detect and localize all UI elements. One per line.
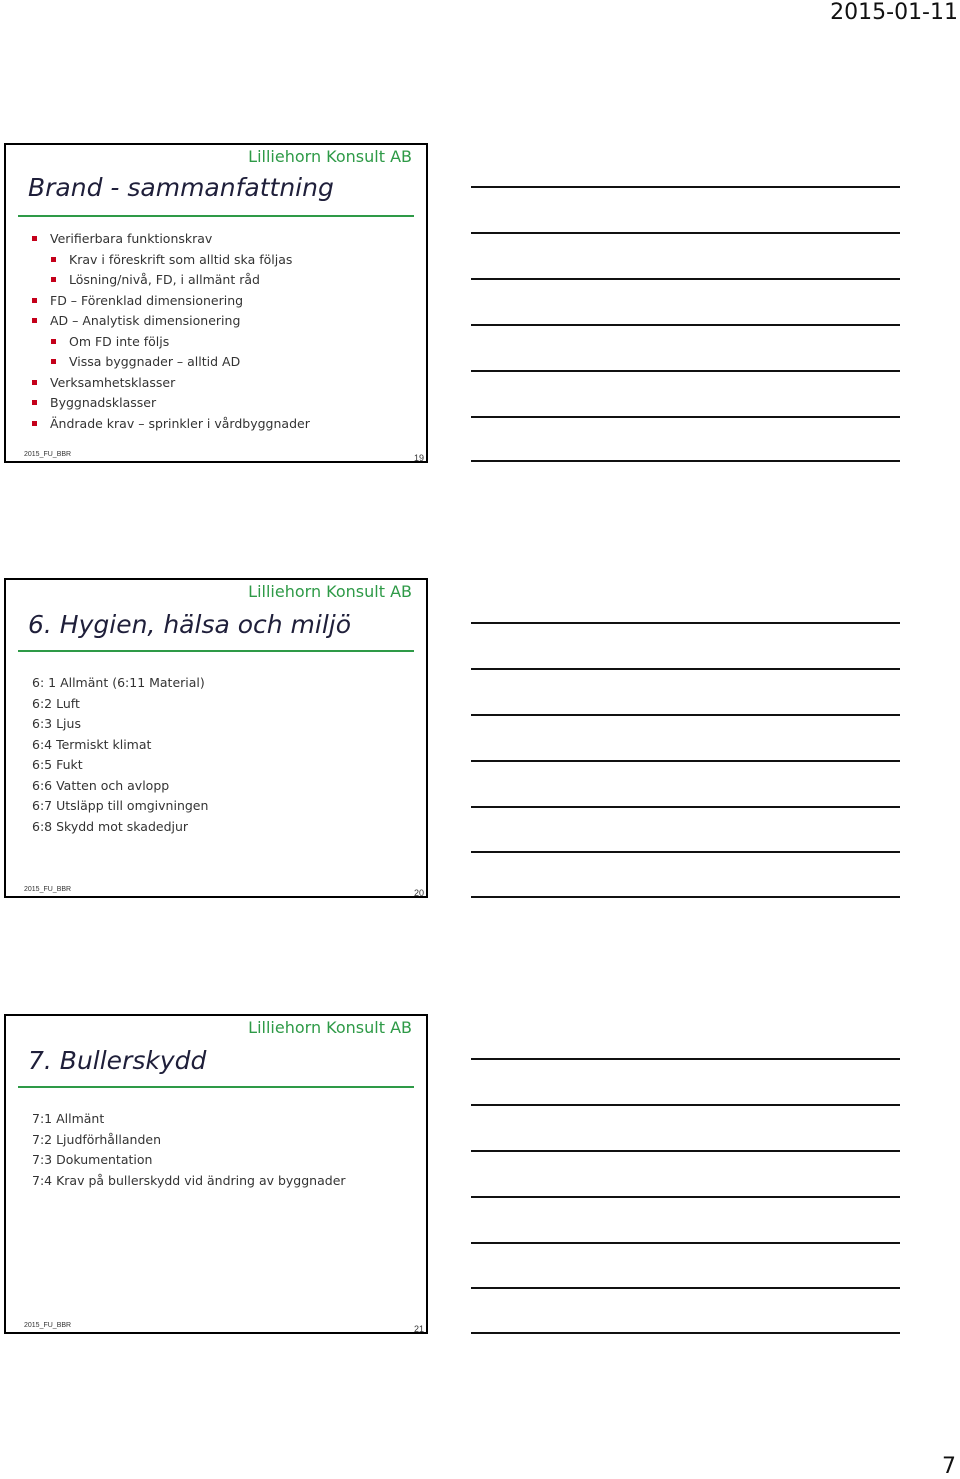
note-line <box>471 1104 900 1106</box>
list-item: Vissa byggnader – alltid AD <box>32 352 310 373</box>
slide-footer-code: 2015_FU_BBR <box>24 886 72 893</box>
note-line <box>471 1150 900 1152</box>
list-item: 6:5 Fukt <box>32 757 83 772</box>
bullet-icon <box>32 318 37 323</box>
note-line <box>471 896 900 898</box>
note-line <box>471 416 900 418</box>
company-name: Lilliehorn Konsult AB <box>248 1018 412 1037</box>
note-line <box>471 714 900 716</box>
note-line <box>471 1332 900 1334</box>
bullet-icon <box>32 298 37 303</box>
slide-title: Brand - sammanfattning <box>28 173 334 202</box>
bullet-icon <box>51 257 56 262</box>
list-item: 6:3 Ljus <box>32 716 81 731</box>
note-line <box>471 806 900 808</box>
page-number: 7 <box>942 1454 956 1479</box>
list-item: 7:2 Ljudförhållanden <box>32 1131 162 1147</box>
slide-footer-code: 2015_FU_BBR <box>24 1322 72 1329</box>
slide-title: 7. Bullerskydd <box>28 1046 207 1075</box>
page-date: 2015-01-11 <box>830 0 958 25</box>
note-line <box>471 1058 900 1060</box>
list-item: Om FD inte följs <box>32 332 310 353</box>
slide-20 <box>4 578 428 898</box>
slide-21 <box>4 1014 428 1334</box>
note-line <box>471 1242 900 1244</box>
list-item: 6: 1 Allmänt (6:11 Material) <box>32 675 205 690</box>
list-item: FD – Förenklad dimensionering <box>32 291 310 312</box>
note-line <box>471 278 900 280</box>
bullet-icon <box>32 400 37 405</box>
list-item: Byggnadsklasser <box>32 393 310 414</box>
title-divider <box>18 215 414 217</box>
slide-number: 19 <box>413 453 424 463</box>
slide-title: 6. Hygien, hälsa och miljö <box>28 610 352 639</box>
note-line <box>471 668 900 670</box>
bullet-icon <box>32 421 37 426</box>
list-item: 6:8 Skydd mot skadedjur <box>32 818 189 834</box>
note-line <box>471 622 900 624</box>
bullet-icon <box>51 277 56 282</box>
note-line <box>471 370 900 372</box>
slide-number: 21 <box>413 1324 424 1334</box>
list-item: AD – Analytisk dimensionering <box>32 311 310 332</box>
list-item: Verksamhetsklasser <box>32 373 310 394</box>
list-item: 6:6 Vatten och avlopp <box>32 777 170 793</box>
list-item: 6:7 Utsläpp till omgivningen <box>32 798 209 813</box>
title-divider <box>18 1086 414 1088</box>
note-line <box>471 232 900 234</box>
list-item: 6:2 Luft <box>32 695 80 711</box>
topic-list <box>32 1109 346 1191</box>
company-name: Lilliehorn Konsult AB <box>248 147 412 166</box>
list-item: Krav i föreskrift som alltid ska följas <box>32 250 310 271</box>
note-line <box>471 760 900 762</box>
bullet-icon <box>51 339 56 344</box>
slide-footer-code: 2015_FU_BBR <box>24 451 72 458</box>
bullet-icon <box>51 359 56 364</box>
slide-19 <box>4 143 428 463</box>
list-item: Ändrade krav – sprinkler i vårdbyggnader <box>32 414 310 435</box>
list-item: Lösning/nivå, FD, i allmänt råd <box>32 270 310 291</box>
topic-list <box>32 673 208 837</box>
bullet-list <box>32 229 310 434</box>
list-item: 6:4 Termiskt klimat <box>32 736 152 752</box>
note-line <box>471 186 900 188</box>
note-line <box>471 1287 900 1289</box>
list-item: Verifierbara funktionskrav <box>32 229 310 250</box>
title-divider <box>18 650 414 652</box>
bullet-icon <box>32 380 37 385</box>
bullet-icon <box>32 236 37 241</box>
note-line <box>471 324 900 326</box>
note-line <box>471 460 900 462</box>
company-name: Lilliehorn Konsult AB <box>248 582 412 601</box>
slide-number: 20 <box>413 888 424 898</box>
list-item: 7:1 Allmänt <box>32 1111 105 1126</box>
list-item: 7:3 Dokumentation <box>32 1152 153 1167</box>
list-item: 7:4 Krav på bullerskydd vid ändring av byggnader <box>32 1172 346 1188</box>
note-line <box>471 1196 900 1198</box>
note-line <box>471 851 900 853</box>
